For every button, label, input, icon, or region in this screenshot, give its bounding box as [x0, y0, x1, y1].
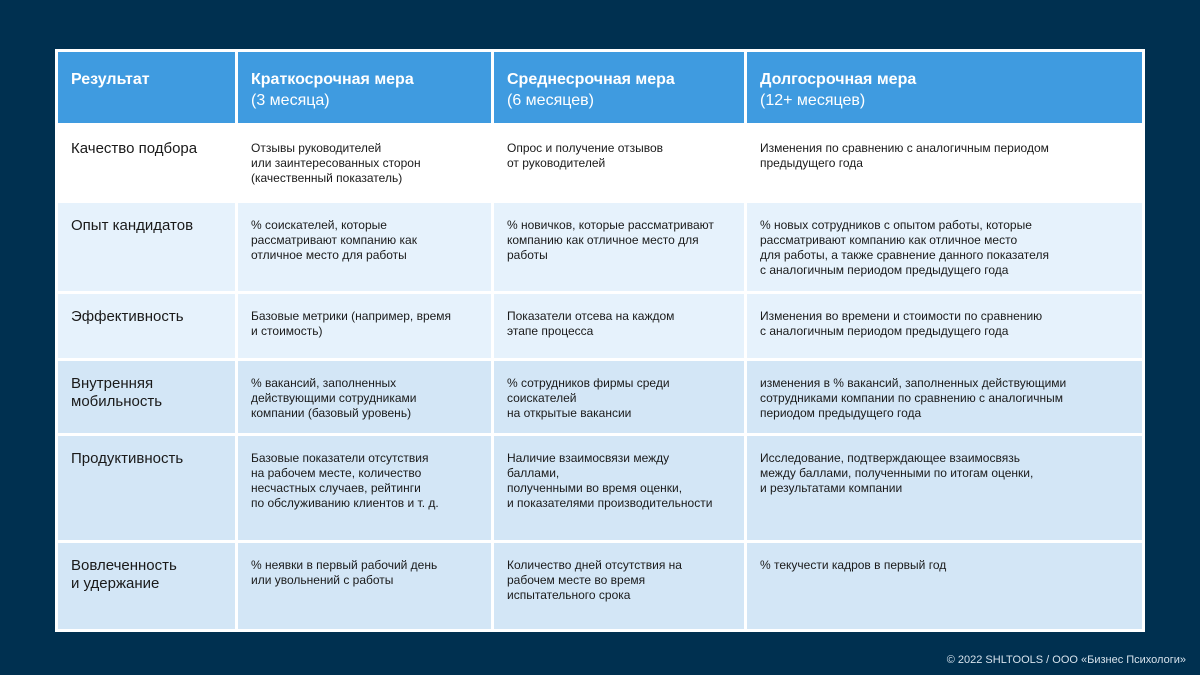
cell-medium-term: Показатели отсева на каждом этапе процесса: [494, 294, 744, 358]
header-short-term: Краткосрочная мера (3 месяца): [238, 52, 491, 123]
row-label: Внутренняя мобильность: [58, 361, 235, 433]
cell-long-term: изменения в % вакансий, заполненных действующими сотрудниками компании по сравнению с аналогичным периодом предыдущего года: [747, 361, 1142, 433]
copyright-footer: © 2022 SHLTOOLS / ООО «Бизнес Психологи»: [946, 654, 1186, 666]
table-row: [58, 294, 1142, 358]
cell-medium-term: Опрос и получение отзывов от руководителей: [494, 126, 744, 200]
table-row: [58, 436, 1142, 540]
cell-medium-term: % сотрудников фирмы среди соискателей на открытые вакансии: [494, 361, 744, 433]
metrics-table: [55, 49, 1145, 632]
row-label: Продуктивность: [58, 436, 235, 540]
header-medium-term: Среднесрочная мера (6 месяцев): [494, 52, 744, 123]
table-header-row: [58, 52, 1142, 123]
row-label: Эффективность: [58, 294, 235, 358]
header-long-term: Долгосрочная мера (12+ месяцев): [747, 52, 1142, 123]
table-row: [58, 543, 1142, 629]
table-row: [58, 203, 1142, 291]
cell-short-term: % неявки в первый рабочий день или увольнений с работы: [238, 543, 491, 629]
header-result: Результат: [58, 52, 235, 123]
cell-long-term: Изменения во времени и стоимости по сравнению с аналогичным периодом предыдущего года: [747, 294, 1142, 358]
cell-long-term: % новых сотрудников с опытом работы, которые рассматривают компанию как отличное место для работы, а также сравнение данного показателя с аналогичным периодом предыдущего года: [747, 203, 1142, 291]
metrics-table-container: [55, 49, 1145, 632]
cell-medium-term: Наличие взаимосвязи между баллами, полученными во время оценки, и показателями производительности: [494, 436, 744, 540]
cell-short-term: % вакансий, заполненных действующими сотрудниками компании (базовый уровень): [238, 361, 491, 433]
cell-short-term: Базовые показатели отсутствия на рабочем месте, количество несчастных случаев, рейтинги по обслуживанию клиентов и т. д.: [238, 436, 491, 540]
table-row: [58, 126, 1142, 200]
cell-medium-term: % новичков, которые рассматривают компанию как отличное место для работы: [494, 203, 744, 291]
row-label: Качество подбора: [58, 126, 235, 200]
cell-short-term: Базовые метрики (например, время и стоимость): [238, 294, 491, 358]
cell-long-term: % текучести кадров в первый год: [747, 543, 1142, 629]
row-label: Вовлеченность и удержание: [58, 543, 235, 629]
cell-long-term: Исследование, подтверждающее взаимосвязь между баллами, полученными по итогам оценки, и результатами компании: [747, 436, 1142, 540]
cell-medium-term: Количество дней отсутствия на рабочем месте во время испытательного срока: [494, 543, 744, 629]
cell-long-term: Изменения по сравнению с аналогичным периодом предыдущего года: [747, 126, 1142, 200]
cell-short-term: % соискателей, которые рассматривают компанию как отличное место для работы: [238, 203, 491, 291]
cell-short-term: Отзывы руководителей или заинтересованных сторон (качественный показатель): [238, 126, 491, 200]
table-row: [58, 361, 1142, 433]
row-label: Опыт кандидатов: [58, 203, 235, 291]
